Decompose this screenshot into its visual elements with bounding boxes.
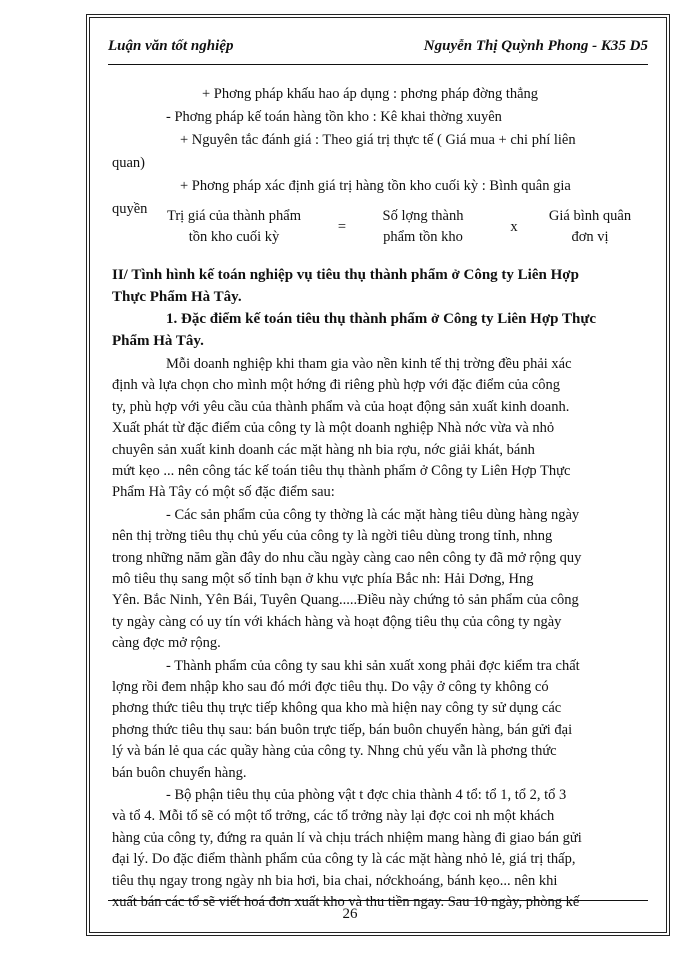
formula-times: x [510, 219, 518, 235]
body-line: Phẩm Hà Tây có một số đặc điểm sau: [112, 484, 335, 501]
body-line: bán buôn chuyển hàng. [112, 764, 247, 781]
header-rule [108, 64, 648, 65]
formula-equals: = [337, 219, 347, 235]
body-line: càng đợc mở rộng. [112, 635, 221, 652]
body-line: - Thành phẩm của công ty sau khi sản xuất xong phải đợc kiểm tra chất [166, 657, 580, 674]
body-line: lợng rồi đem nhập kho sau đó mới đợc tiêu thụ. Do vậy ở công ty không có [112, 679, 549, 695]
page-header [108, 38, 648, 60]
subsection-heading: 1. Đặc điểm kế toán tiêu thụ thành phẩm ở Công ty Liên Hợp Thực [166, 311, 596, 327]
body-line: trong những năm gần đây do nhu cầu ngày càng cao nên công ty đã mở rộng quy [112, 549, 582, 566]
section-heading: II/ Tình hình kế toán nghiệp vụ tiêu thụ thành phẩm ở Công ty Liên Hợp [112, 267, 579, 283]
body-line: hàng của công ty, đứng ra quản lí và chịu trách nhiệm mang hàng đi giao bán gửi [112, 829, 582, 846]
body-line: định và lựa chọn cho mình một hớng đi riêng phù hợp với đặc điểm của công [112, 377, 561, 394]
body-line: phơng thức tiêu thụ sau: bán buôn trực tiếp, bán buôn chuyển hàng, bán gửi đại [112, 721, 573, 738]
body-line: lý và bán lẻ qua các quầy hàng của công ty. Nhng chủ yếu vẫn là phơng thức [112, 743, 557, 760]
body-line: - Bộ phận tiêu thụ của phòng vật t đợc chia thành 4 tổ: tổ 1, tổ 2, tổ 3 [166, 787, 567, 803]
subsection-heading: Phẩm Hà Tây. [112, 333, 204, 349]
header-right: Nguyễn Thị Quỳnh Phong - K35 D5 [423, 38, 648, 54]
formula-middle: Số lợng thành phẩm tồn kho [382, 208, 464, 245]
body-line: phơng thức tiêu thụ trực tiếp không qua kho mà hiện nay công ty sử dụng các [112, 700, 562, 717]
section-heading: Thực Phẩm Hà Tây. [112, 289, 242, 305]
intro-line: + Nguyên tắc đánh giá : Theo giá trị thực tế ( Giá mua + chi phí liên [180, 132, 576, 148]
body-line: Xuất phát từ đặc điểm của công ty là một doanh nghiệp Nhà nớc vừa và nhỏ [112, 420, 555, 437]
intro-line: + Phơng pháp khấu hao áp dụng : phơng pháp đờng thẳng [202, 86, 539, 102]
body-line: ty, phù hợp với yêu cầu của thành phẩm và của hoạt động sản xuất kinh doanh. [112, 398, 570, 415]
body-line: ty ngày càng có uy tín với khách hàng và hoạt động tiêu thụ của công ty ngày [112, 613, 562, 630]
body-line: - Các sản phẩm của công ty thờng là các mặt hàng tiêu dùng hàng ngày [166, 506, 580, 523]
intro-line: - Phơng pháp kế toán hàng tồn kho : Kê khai thờng xuyên [166, 109, 502, 125]
header-left: Luận văn tốt nghiệp [108, 38, 234, 54]
intro-line: quan) [112, 155, 146, 171]
body-line: mứt kẹo ... nên công tác kế toán tiêu thụ thành phẩm ở Công ty Liên Hợp Thực [112, 463, 571, 479]
intro-line: quyền [112, 201, 148, 217]
body-line: nên thị trờng tiêu thụ chủ yếu của công ty là ngời tiêu dùng trong tỉnh, nhng [112, 528, 553, 545]
formula-left: Trị giá của thành phẩm tồn kho cuối kỳ [167, 208, 301, 245]
body-line: chuyên sản xuất kinh doanh các mặt hàng nh bia rợu, nớc giải khát, bánh [112, 441, 535, 458]
body-line: Yên. Bắc Ninh, Yên Bái, Tuyên Quang.....Điều này chứng tỏ sản phẩm của công [112, 592, 579, 609]
body-line: đại lý. Do đặc điểm thành phẩm của công ty là các mặt hàng nhỏ lẻ, giá trị thấp, [112, 851, 576, 868]
body-line: Mỗi doanh nghiệp khi tham gia vào nền kinh tế thị trờng đều phải xác [166, 356, 572, 372]
intro-line: + Phơng pháp xác định giá trị hàng tồn kho cuối kỳ : Bình quân gia [180, 178, 571, 194]
body-line: mô tiêu thụ sang một số tỉnh bạn ở khu vực phía Bắc nh: Hải Dơng, Hng [112, 571, 534, 587]
page-number: 26 [342, 906, 358, 922]
body-line: và tổ 4. Mỗi tổ sẽ có một tổ trởng, các tổ trởng này lại đợc coi nh một khách [112, 808, 555, 825]
formula-right: Giá bình quân đơn vị [548, 208, 632, 245]
body-line: xuất bán các tổ sẽ viết hoá đơn xuất kho và thu tiền ngay. Sau 10 ngày, phòng kế [112, 894, 580, 910]
footer-rule [108, 900, 648, 901]
body-line: tiêu thụ ngay trong ngày nh bia hơi, bia chai, nớckhoáng, bánh kẹo... nên khi [112, 872, 558, 889]
